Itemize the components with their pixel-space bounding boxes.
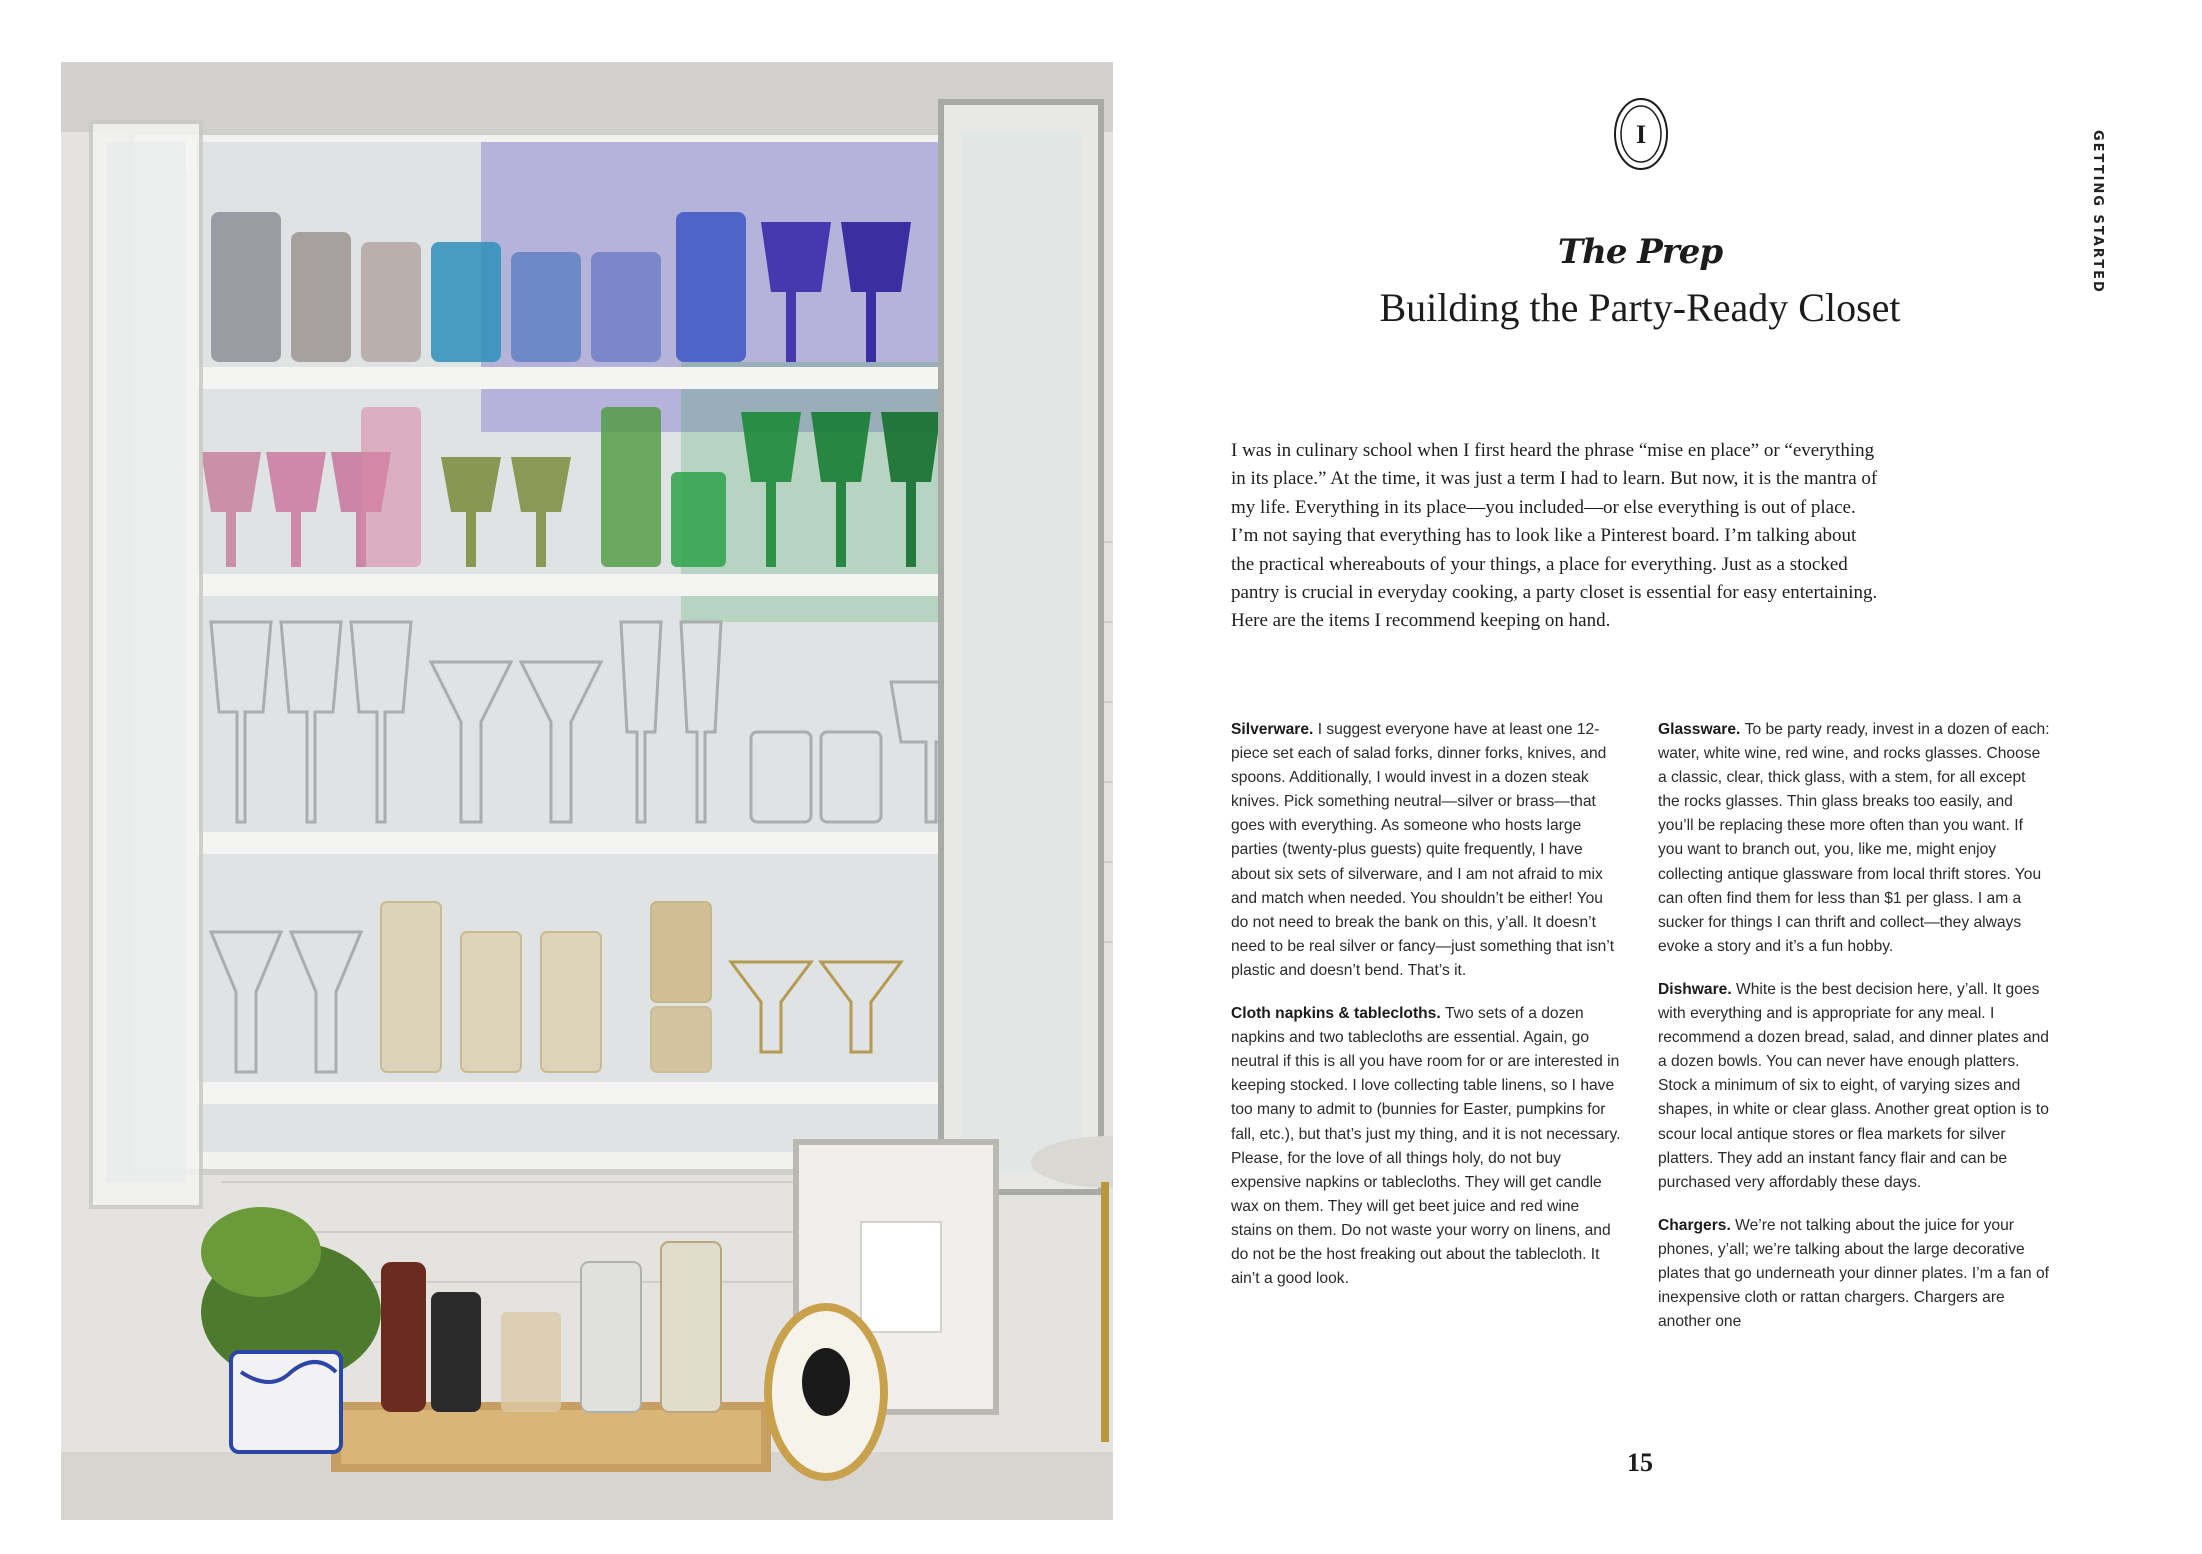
dishware-body: White is the best decision here, y’all. It goes with everything and is appropriate for any meal. I recommend a dozen bread, salad, and dinner plates and a dozen bowls. You can never have enough platters. Stock a minimum of six to eight, of varying sizes and shapes, in white or clear glass. Another great option is to scour local antique stores or flea markets for silver platters. They add an instant fancy flair and can be purchased very affordably these days. (1658, 980, 2049, 1191)
chargers-paragraph (1658, 1214, 2050, 1334)
glassware-body: To be party ready, invest in a dozen of each: water, white wine, red wine, and rocks glasses. Choose a classic, clear, thick glass, with a stem, for all except the rocks glasses. Thin glass breaks too easily, and you’ll be replacing these more often than you want. If you want to branch out, you, like me, might enjoy collecting antique glassware from local thrift stores. You can often find them for less than $1 per glass. I am a sucker for things I can thrift and collect—they always evoke a story and it’s a fun hobby. (1658, 721, 2050, 955)
page-number: 15 (1627, 1448, 1653, 1477)
running-head: GETTING STARTED (2090, 130, 2105, 294)
cloth-paragraph (1231, 1002, 1623, 1291)
page-title: Building the Party-Ready Closet (1379, 285, 1901, 330)
chapter-badge (1612, 95, 1670, 173)
silverware-heading: Silverware. (1231, 721, 1318, 738)
chapter-numeral: I (1635, 120, 1647, 149)
silverware-body: I suggest everyone have at least one 12-piece set each of salad forks, dinner forks, knives, and spoons. Additionally, I would invest in a dozen steak knives. Pick something neutral—silver or brass—that goes with everything. As someone who hosts large parties (twenty-plus guests) quite frequently, I have about six sets of silverware, and I am not afraid to mix and match when needed. You shouldn’t be either! You do not need to break the bank on this, y’all. It doesn’t need to be real silver or fancy—just something that isn’t plastic and doesn’t bend. That’s it. (1231, 721, 1615, 979)
cloth-heading: Cloth napkins & tablecloths. (1231, 1005, 1446, 1023)
silverware-paragraph (1231, 718, 1623, 983)
glassware-heading: Glassware. (1658, 721, 1745, 738)
left-column (1231, 718, 1623, 1310)
cabinet-illustration (61, 62, 1113, 1520)
cabinet-photo (61, 62, 1113, 1520)
glassware-paragraph (1658, 718, 2050, 959)
intro-paragraph: I was in culinary school when I first heard the phrase “mise en place” or “everything in its place.” At the time, it was just a term I had to learn. But now, it is the mantra of my life. Everything in its place—you included—or else everything is out of place. I’m not saying that everything has to look like a Pinterest board. I’m talking about the practical whereabouts of your things, a place for everything. Just as a stocked pantry is crucial in everyday cooking, a party closet is essential for easy entertaining. Here are the items I recommend keeping on hand. (1231, 440, 1878, 632)
section-kicker: The Prep (1557, 232, 1723, 272)
right-column (1658, 718, 2050, 1353)
cloth-body: Two sets of a dozen napkins and two tablecloths are essential. Again, go neutral if this is all you have room for or are interested in keeping stocked. I love collecting table linens, so I have too many to admit to (bunnies for Easter, pumpkins for fall, etc.), but that’s just my thing, and it is not necessary. Please, for the love of all things holy, do not buy expensive napkins or tablecloths. They will get candle wax on them. They will get beet juice and red wine stains on them. Do not waste your worry on linens, and do not be the host freaking out about the tablecloth. It ain’t a good look. (1231, 1005, 1621, 1288)
chargers-body: We’re not talking about the juice for your phones, y’all; we’re talking about the large decorative plates that go underneath your dinner plates. I’m a fan of inexpensive cloth or rattan chargers. Chargers are another one (1658, 1216, 2049, 1331)
dishware-heading: Dishware. (1658, 980, 1736, 998)
dishware-paragraph (1658, 978, 2050, 1195)
chargers-heading: Chargers. (1658, 1216, 1736, 1234)
